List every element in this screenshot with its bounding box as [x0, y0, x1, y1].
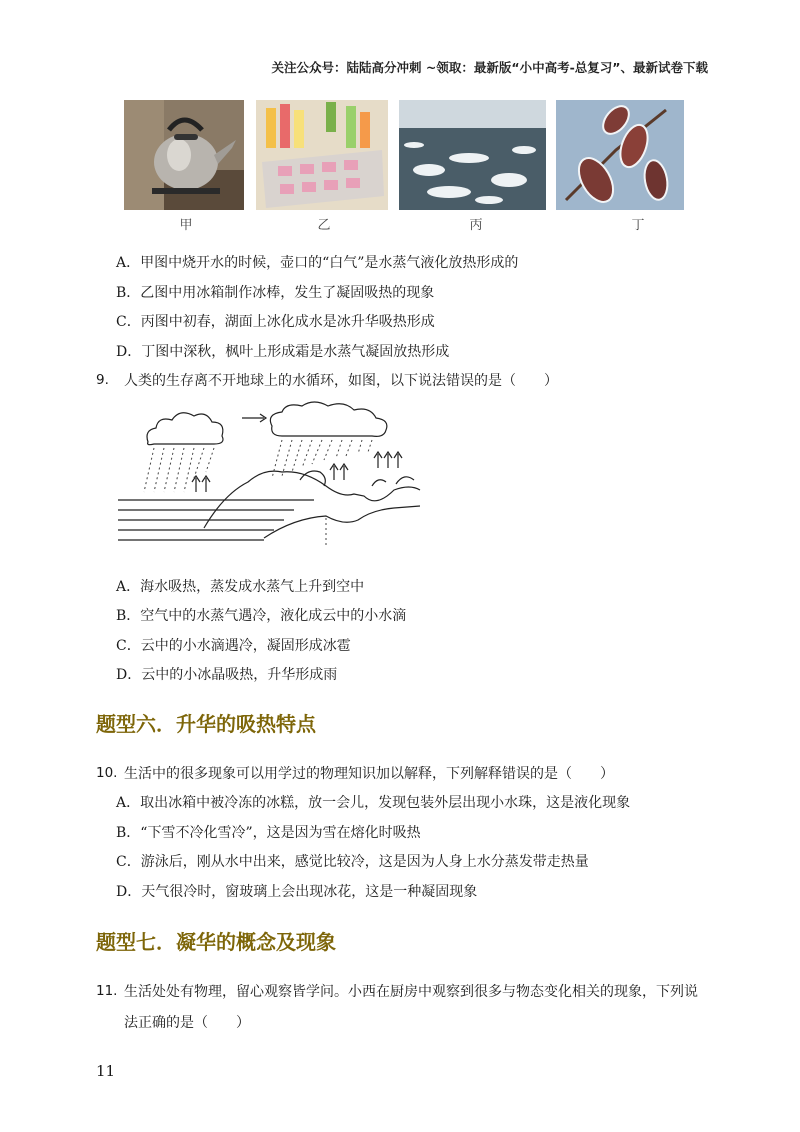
q10-option-d: D．天气很冷时，窗玻璃上会出现冰花，这是一种凝固现象: [116, 884, 478, 900]
q10-option-a: A．取出冰箱中被冷冻的冰糕，放一会儿，发现包装外层出现小水珠，这是液化现象: [116, 795, 631, 811]
q9-option-b: B．空气中的水蒸气遇冷，液化成云中的小水滴: [116, 608, 407, 624]
q11-stem-line1: 生活处处有物理，留心观察皆学问。小西在厨房中观察到很多与物态变化相关的现象，下列说: [124, 984, 698, 1000]
q8-option-a: A．甲图中烧开水的时候，壶口的“白气”是水蒸气液化放热形成的: [116, 255, 519, 271]
water-cycle-diagram: [114, 398, 424, 554]
page-header: 关注公众号：陆陆高分冲刺 ~领取：最新版“小中高考-总复习”、最新试卷下载: [271, 60, 708, 75]
q8-option-b: B．乙图中用冰箱制作冰棒，发生了凝固吸热的现象: [116, 285, 435, 301]
q10-option-b: B．“下雪不冷化雪冷”，这是因为雪在熔化时吸热: [116, 825, 421, 841]
frost-leaves-photo: [556, 100, 684, 210]
q11-stem-line2: 法正确的是（ ）: [124, 1015, 250, 1031]
q10-stem: 生活中的很多现象可以用学过的物理知识加以解释，下列解释错误的是（ ）: [124, 766, 614, 782]
lake-ice-photo: [399, 100, 546, 210]
q10-option-c: C．游泳后，刚从水中出来，感觉比较冷，这是因为人身上水分蒸发带走热量: [116, 854, 589, 870]
q8-option-c: C．丙图中初春，湖面上冰化成水是冰升华吸热形成: [116, 314, 435, 330]
q9-stem: 人类的生存离不开地球上的水循环，如图，以下说法错误的是（ ）: [124, 373, 558, 389]
caption-bing: 丙: [469, 218, 483, 233]
kettle-photo: [124, 100, 244, 210]
q10-number: 10.: [96, 765, 118, 781]
q9-number: 9.: [96, 372, 109, 388]
page-number: 11: [96, 1062, 116, 1080]
caption-yi: 乙: [317, 218, 331, 233]
q9-option-a: A．海水吸热，蒸发成水蒸气上升到空中: [116, 579, 365, 595]
section-7-title: 题型七．凝华的概念及现象: [96, 930, 336, 954]
caption-ding: 丁: [631, 218, 645, 233]
q8-option-d: D．丁图中深秋，枫叶上形成霜是水蒸气凝固放热形成: [116, 344, 450, 360]
popsicle-photo: [256, 100, 388, 210]
q9-option-d: D．云中的小冰晶吸热，升华形成雨: [116, 667, 338, 683]
q11-number: 11.: [96, 983, 118, 999]
q9-option-c: C．云中的小水滴遇冷，凝固形成冰雹: [116, 638, 351, 654]
caption-jia: 甲: [179, 218, 193, 233]
section-6-title: 题型六．升华的吸热特点: [96, 712, 316, 736]
